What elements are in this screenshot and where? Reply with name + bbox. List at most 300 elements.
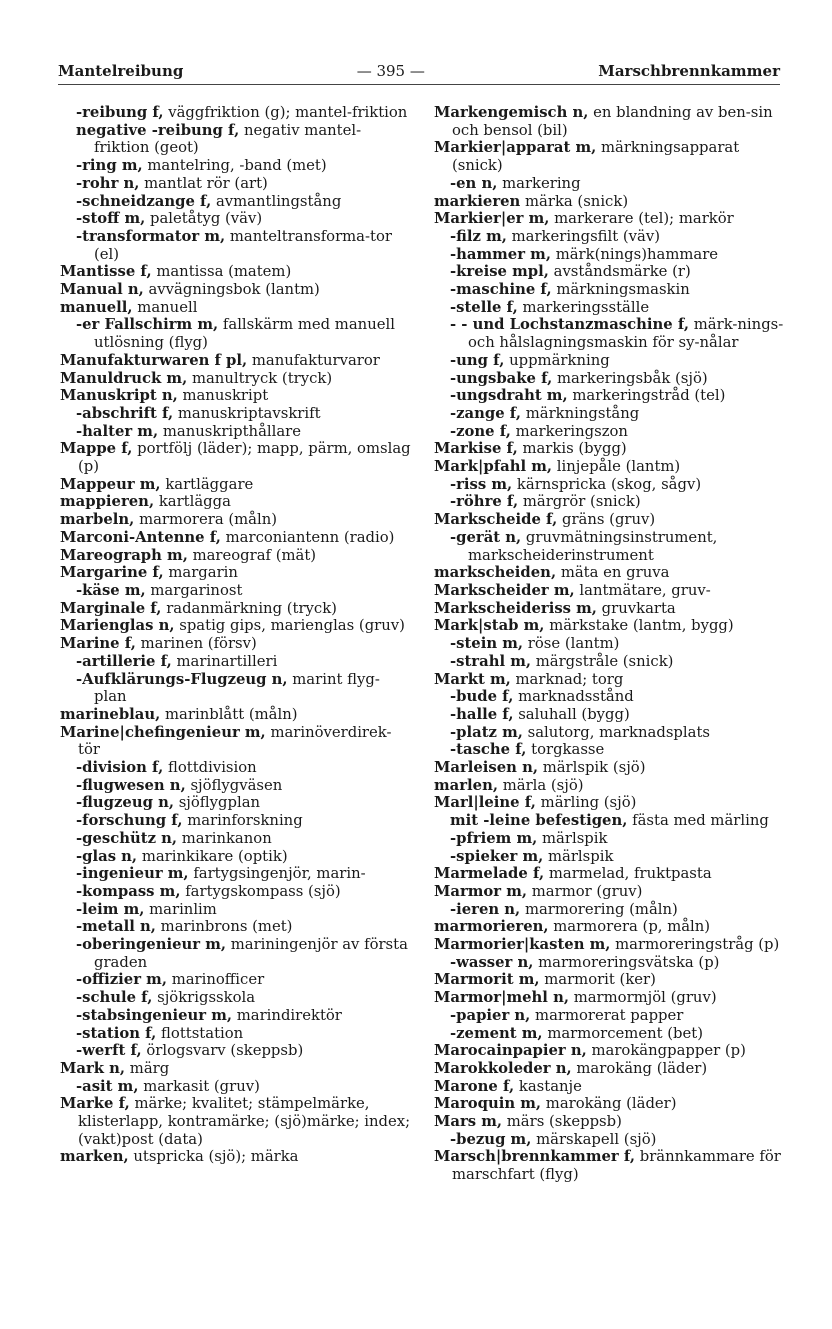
entry-translation: marinforskning [187,812,303,830]
dictionary-entry [434,830,786,848]
dictionary-entry [60,865,412,883]
entry-translation: röse (lantm) [527,635,620,653]
entry-translation: marmorera (p, måln) [553,918,711,936]
entry-headword: -bude f, [450,688,514,706]
entry-translation: manuskripthållare [162,422,302,440]
entry-translation: marinbrons (met) [160,918,293,936]
entry-translation: kartlägga [158,493,231,511]
entry-headword: Markengemisch n, [434,104,589,121]
entry-headword: Mareograph m, [60,546,188,564]
dictionary-entry [60,600,412,618]
entry-translation: marint flyg-plan [94,670,380,706]
entry-headword: -offizier m, [76,971,167,989]
entry-translation: markerare (tel); markör [554,210,734,228]
dictionary-entry [60,1007,412,1025]
dictionary-entry [434,440,786,458]
entry-headword: Marleisen n, [434,759,538,777]
entry-translation: marmorera (måln) [139,511,278,529]
entry-headword: -ring m, [76,157,143,175]
dictionary-entry [434,582,786,600]
entry-translation: marinöverdirek-tör [78,723,392,759]
entry-headword: -tasche f, [450,741,527,759]
dictionary-entry [60,529,412,547]
dictionary-entry [60,777,412,795]
header-first-word: Mantelreibung [58,62,184,80]
entry-translation: märka (snick) [525,192,629,210]
entry-headword: -flugwesen n, [76,776,186,794]
entry-headword: -leim m, [76,900,145,918]
dictionary-entry [434,989,786,1007]
entry-translation: markis (bygg) [522,440,627,458]
dictionary-entry [60,547,412,565]
entry-translation: kastanje [518,1077,582,1095]
entry-translation: salutorg, marknadsplats [527,723,710,741]
entry-headword: -filz m, [450,227,507,245]
entry-headword: mappieren, [60,493,155,511]
entry-headword: -transformator m, [76,227,226,245]
entry-translation: marmorerat papper [535,1006,684,1024]
dictionary-entry [434,511,786,529]
entry-translation: en blandning av ben-sin och bensol (bil) [452,104,773,139]
entry-translation: märk(nings)hammare [555,245,719,263]
dictionary-entry [434,883,786,901]
entry-headword: Marokkoleder n, [434,1059,572,1077]
entry-translation: flottdivision [167,759,257,777]
entry-translation: sjöflygväsen [190,776,283,794]
dictionary-entry [60,122,412,157]
dictionary-entry [434,246,786,264]
entry-headword: -stoff m, [76,210,146,228]
entry-headword: Marmor m, [434,882,528,900]
entry-headword: -stein m, [450,635,524,653]
entry-translation: uppmärkning [509,351,610,369]
dictionary-entry [60,104,412,122]
entry-translation: radanmärkning (tryck) [166,599,337,617]
entry-translation: marmormjöl (gruv) [573,989,717,1007]
dictionary-entry [60,848,412,866]
entry-translation: marconiantenn (radio) [225,528,395,546]
entry-translation: gruvmätningsinstrument, markscheiderinstrument [468,528,718,564]
entry-headword: Mark n, [60,1059,126,1077]
entry-translation: avvägningsbok (lantm) [148,281,320,299]
entry-translation: sjökrigsskola [157,989,256,1007]
entry-headword: -wasser n, [450,953,534,971]
header-last-word: Marschbrennkammer [598,62,780,80]
entry-headword: Markscheide f, [434,511,558,529]
entry-headword: Manuskript n, [60,387,178,405]
dictionary-entry [434,139,786,174]
entry-translation: märling (sjö) [540,794,637,812]
dictionary-entry [434,104,786,139]
dictionary-entry [434,936,786,954]
dictionary-entry [60,193,412,211]
entry-headword: manuell, [60,298,133,316]
dictionary-entry [434,316,786,351]
entry-translation: kärnspricka (skog, sågv) [516,475,702,493]
entry-headword: -forschung f, [76,812,183,830]
entry-translation: paletåtyg (väv) [150,210,263,228]
entry-translation: flottstation [161,1024,244,1042]
dictionary-entry [434,263,786,281]
entry-headword: -ingenieur m, [76,865,189,883]
entry-headword: -en n, [450,174,498,192]
dictionary-entry [60,1060,412,1078]
entry-headword: marken, [60,1148,129,1166]
dictionary-entry [60,971,412,989]
dictionary-entry [434,458,786,476]
dictionary-entry [434,423,786,441]
entry-translation: märkstake (lantm, bygg) [549,617,734,635]
entry-headword: -stabsingenieur m, [76,1006,233,1024]
dictionary-entry [60,281,412,299]
entry-translation: kartläggare [165,475,254,493]
entry-headword: Manufakturwaren f pl, [60,351,248,369]
entry-headword: -werft f, [76,1042,142,1060]
entry-headword: -riss m, [450,475,513,493]
dictionary-entry [434,529,786,564]
entry-headword: Mappe f, [60,440,133,458]
entry-headword: Marsch|brennkammer f, [434,1148,636,1166]
dictionary-entry [60,989,412,1007]
entry-translation: märkningsapparat (snick) [452,139,740,175]
entry-translation: torgkasse [531,741,605,759]
entry-headword: Markier|er m, [434,210,550,228]
dictionary-entry [434,281,786,299]
entry-translation: margarinost [150,581,243,599]
dictionary-entry [434,1078,786,1096]
dictionary-entry [434,175,786,193]
entry-translation: marmor (gruv) [531,882,643,900]
entry-translation: marokängpapper (p) [591,1042,746,1060]
entry-translation: märgstråle (snick) [535,652,674,670]
dictionary-entry [434,1060,786,1078]
entry-translation: manteltransforma-tor (el) [94,227,392,263]
dictionary-entry [434,352,786,370]
dictionary-entry [434,405,786,423]
entry-headword: Marginale f, [60,599,162,617]
dictionary-entry [434,1042,786,1060]
entry-headword: Markise f, [434,440,518,458]
entry-translation: manuell [137,298,198,316]
dictionary-entry [434,671,786,689]
entry-headword: Marmor|mehl n, [434,989,569,1007]
entry-headword: -schule f, [76,989,153,1007]
entry-headword: Marke f, [60,1095,130,1113]
entry-headword: -schneidzange f, [76,192,212,210]
entry-headword: -Aufklärungs-Flugzeug n, [76,670,288,688]
dictionary-entry [60,1148,412,1166]
entry-translation: portfölj (läder); mapp, pärm, omslag (p) [78,440,411,476]
entry-headword: -ung f, [450,351,505,369]
dictionary-entry [434,193,786,211]
entry-translation: märk-nings- och hålslagningsmaskin för sy-nålar [468,316,784,352]
entry-translation: saluhall (bygg) [518,705,630,723]
dictionary-entry [60,263,412,281]
entry-translation: mantelring, -band (met) [147,157,327,175]
entry-translation: utspricka (sjö); märka [133,1148,299,1166]
entry-headword: -bezug m, [450,1130,532,1148]
entry-headword: Marone f, [434,1077,515,1095]
dictionary-entry [434,724,786,742]
entry-headword: -platz m, [450,723,523,741]
entry-headword: Marmorier|kasten m, [434,936,611,954]
entry-translation: mantlat rör (art) [144,174,268,192]
entry-headword: - - und Lochstanzmaschine f, [450,316,690,334]
dictionary-entry [434,901,786,919]
entry-headword: -halle f, [450,705,514,723]
entry-headword: -ungsbake f, [450,369,553,387]
entry-translation: manufakturvaror [251,351,380,369]
entry-translation: märlspik [548,847,614,865]
entry-headword: -oberingenieur m, [76,936,227,954]
entry-headword: -kreise mpl, [450,263,549,281]
entry-headword: -er Fallschirm m, [76,316,219,334]
dictionary-entry [60,1042,412,1060]
dictionary-entry [434,954,786,972]
dictionary-entry [434,210,786,228]
entry-translation: marinkikare (optik) [141,847,288,865]
dictionary-entry [60,210,412,228]
entry-headword: -maschine f, [450,281,552,299]
dictionary-entry [434,228,786,246]
dictionary-entry [434,688,786,706]
entry-translation: marinlim [149,900,217,918]
entry-translation: linjepåle (lantm) [556,458,681,476]
entry-headword: -artillerie f, [76,652,172,670]
entry-translation: markering [502,174,581,192]
dictionary-entry [60,370,412,388]
entry-translation: manuskriptavskrift [177,404,321,422]
dictionary-entry [60,617,412,635]
entry-translation: mariningenjör av första graden [94,936,408,971]
entry-translation: markeringsställe [522,298,650,316]
dictionary-entry [434,1113,786,1131]
entry-headword: -stelle f, [450,298,518,316]
entry-translation: fartygskompass (sjö) [185,882,341,900]
dictionary-entry [60,423,412,441]
entry-translation: marmelad, fruktpasta [548,865,712,883]
entry-translation: marokäng (läder) [576,1059,708,1077]
dictionary-entry [60,830,412,848]
dictionary-entry [434,617,786,635]
dictionary-entry [60,405,412,423]
entry-headword: negative -reibung f, [76,121,240,139]
entry-translation: spatig gips, marienglas (gruv) [179,617,405,635]
dictionary-entry [60,582,412,600]
entry-headword: -papier n, [450,1006,531,1024]
dictionary-entry [434,653,786,671]
entry-headword: markieren [434,192,521,210]
entry-translation: negativ mantel-friktion (geot) [94,121,362,157]
dictionary-entry [434,706,786,724]
entry-headword: Markt m, [434,670,511,688]
right-column [434,104,786,1184]
entry-headword: -geschütz n, [76,829,178,847]
entry-translation: margarin [168,564,238,582]
dictionary-entry [434,493,786,511]
entry-translation: markeringsbåk (sjö) [557,369,708,387]
entry-translation: märgrör (snick) [522,493,641,511]
dictionary-entry [434,848,786,866]
entry-headword: Marmorit m, [434,971,540,989]
entry-translation: märla (sjö) [502,776,584,794]
dictionary-entry [60,493,412,511]
entry-translation: marmoreringstråg (p) [615,936,780,954]
entry-headword: marlen, [434,776,498,794]
dictionary-entry [434,370,786,388]
dictionary-entry [434,1025,786,1043]
entry-translation: marknadsstånd [518,688,634,706]
dictionary-entry [60,812,412,830]
entry-headword: -abschrift f, [76,404,174,422]
entry-headword: -rohr n, [76,174,140,192]
dictionary-entry [60,794,412,812]
page-header [58,58,780,85]
entry-headword: -kompass m, [76,882,181,900]
dictionary-entry [60,1078,412,1096]
entry-translation: manultryck (tryck) [191,369,333,387]
entry-translation: brännkammare för marschfart (flyg) [452,1148,781,1184]
entry-translation: marindirektör [236,1006,342,1024]
dictionary-entry [434,741,786,759]
entry-translation: markeringszon [515,422,628,440]
dictionary-entry [60,352,412,370]
entry-translation: sjöflygplan [178,794,261,812]
dictionary-entry [434,1131,786,1149]
dictionary-entry [60,511,412,529]
dictionary-entry [60,387,412,405]
entry-headword: -glas n, [76,847,138,865]
dictionary-entry [60,228,412,263]
entry-translation: marinofficer [171,971,265,989]
dictionary-entry [60,653,412,671]
entry-translation: väggfriktion (g); mantel-friktion [168,104,408,121]
entry-headword: Marine f, [60,635,136,653]
dictionary-entry [434,1007,786,1025]
dictionary-entry [60,671,412,706]
entry-translation: marknad; torg [515,670,624,688]
entry-translation: gruvkarta [601,599,676,617]
entry-headword: Marine|chefingenieur m, [60,723,266,741]
dictionary-entry [60,157,412,175]
dictionary-entry [60,175,412,193]
entry-headword: Marconi-Antenne f, [60,528,221,546]
entry-translation: marmorit (ker) [544,971,656,989]
dictionary-entry [434,918,786,936]
entry-headword: -halter m, [76,422,159,440]
entry-headword: Marocainpapier n, [434,1042,587,1060]
left-column [60,104,412,1166]
entry-headword: -flugzeug n, [76,794,174,812]
entry-translation: marmorering (måln) [524,900,678,918]
entry-headword: -zange f, [450,404,521,422]
entry-headword: Margarine f, [60,564,164,582]
entry-headword: Mantisse f, [60,263,152,281]
dictionary-entry [60,901,412,919]
entry-translation: märke; kvalitet; stämpelmärke, klisterlapp, kontramärke; (sjö)märke; index; (vakt)post (data) [78,1095,411,1148]
entry-headword: -ieren n, [450,900,521,918]
dictionary-entry [434,387,786,405]
entry-headword: -division f, [76,759,164,777]
entry-headword: Marl|leine f, [434,794,536,812]
dictionary-entry [60,1095,412,1148]
dictionary-entry [60,299,412,317]
dictionary-entry [60,724,412,759]
dictionary-entry [60,635,412,653]
entry-headword: Mappeur m, [60,475,161,493]
entry-translation: fartygsingenjör, marin- [193,865,366,883]
entry-headword: Markier|apparat m, [434,139,597,157]
entry-translation: märlspik (sjö) [542,759,646,777]
entry-translation: avståndsmärke (r) [553,263,691,281]
entry-headword: -röhre f, [450,493,519,511]
entry-translation: marmoreringsvätska (p) [538,953,720,971]
entry-headword: -pfriem m, [450,829,538,847]
entry-translation: märkningsmaskin [556,281,690,299]
entry-headword: -reibung f, [76,104,164,121]
entry-translation: markasit (gruv) [143,1077,260,1095]
entry-headword: Mark|pfahl m, [434,458,553,476]
dictionary-entry [60,706,412,724]
entry-translation: fallskärm med manuell utlösning (flyg) [94,316,395,352]
entry-translation: markeringsfilt (väv) [511,227,660,245]
entry-headword: marbeln, [60,511,135,529]
dictionary-entry [434,865,786,883]
entry-translation: fästa med märling [632,812,769,830]
entry-headword: -käse m, [76,581,146,599]
entry-headword: -ungsdraht m, [450,387,568,405]
dictionary-entry [434,635,786,653]
entry-headword: Manual n, [60,281,144,299]
entry-headword: markscheiden, [434,564,557,582]
entry-translation: manuskript [182,387,269,405]
entry-headword: -hammer m, [450,245,551,263]
entry-headword: marmorieren, [434,918,549,936]
dictionary-entry [60,476,412,494]
entry-headword: -asit m, [76,1077,139,1095]
entry-translation: marinen (försv) [140,635,257,653]
entry-headword: -zement m, [450,1024,543,1042]
entry-translation: marinartilleri [176,652,278,670]
dictionary-entry [60,918,412,936]
entry-headword: Mark|stab m, [434,617,545,635]
dictionary-entry [434,812,786,830]
entry-translation: mantissa (matem) [156,263,292,281]
dictionary-entry [434,759,786,777]
dictionary-entry [60,440,412,475]
entry-translation: marmorcement (bet) [547,1024,703,1042]
dictionary-entry [434,971,786,989]
entry-translation: lantmätare, gruv- [579,581,711,599]
dictionary-entry [60,936,412,971]
entry-translation: markeringstråd (tel) [572,387,726,405]
entry-headword: Markscheideriss m, [434,599,597,617]
entry-headword: -gerät n, [450,528,522,546]
dictionary-entry [60,883,412,901]
entry-headword: Manuldruck m, [60,369,188,387]
entry-headword: marineblau, [60,705,161,723]
entry-headword: Markscheider m, [434,581,575,599]
entry-translation: märs (skeppsb) [506,1113,622,1131]
entry-translation: märskapell (sjö) [536,1130,657,1148]
entry-headword: Mars m, [434,1113,503,1131]
dictionary-entry [434,1148,786,1183]
entry-headword: -spieker m, [450,847,544,865]
entry-translation: märg [129,1059,170,1077]
entry-headword: mit -leine befestigen, [450,812,628,830]
dictionary-entry [434,600,786,618]
dictionary-entry [60,759,412,777]
